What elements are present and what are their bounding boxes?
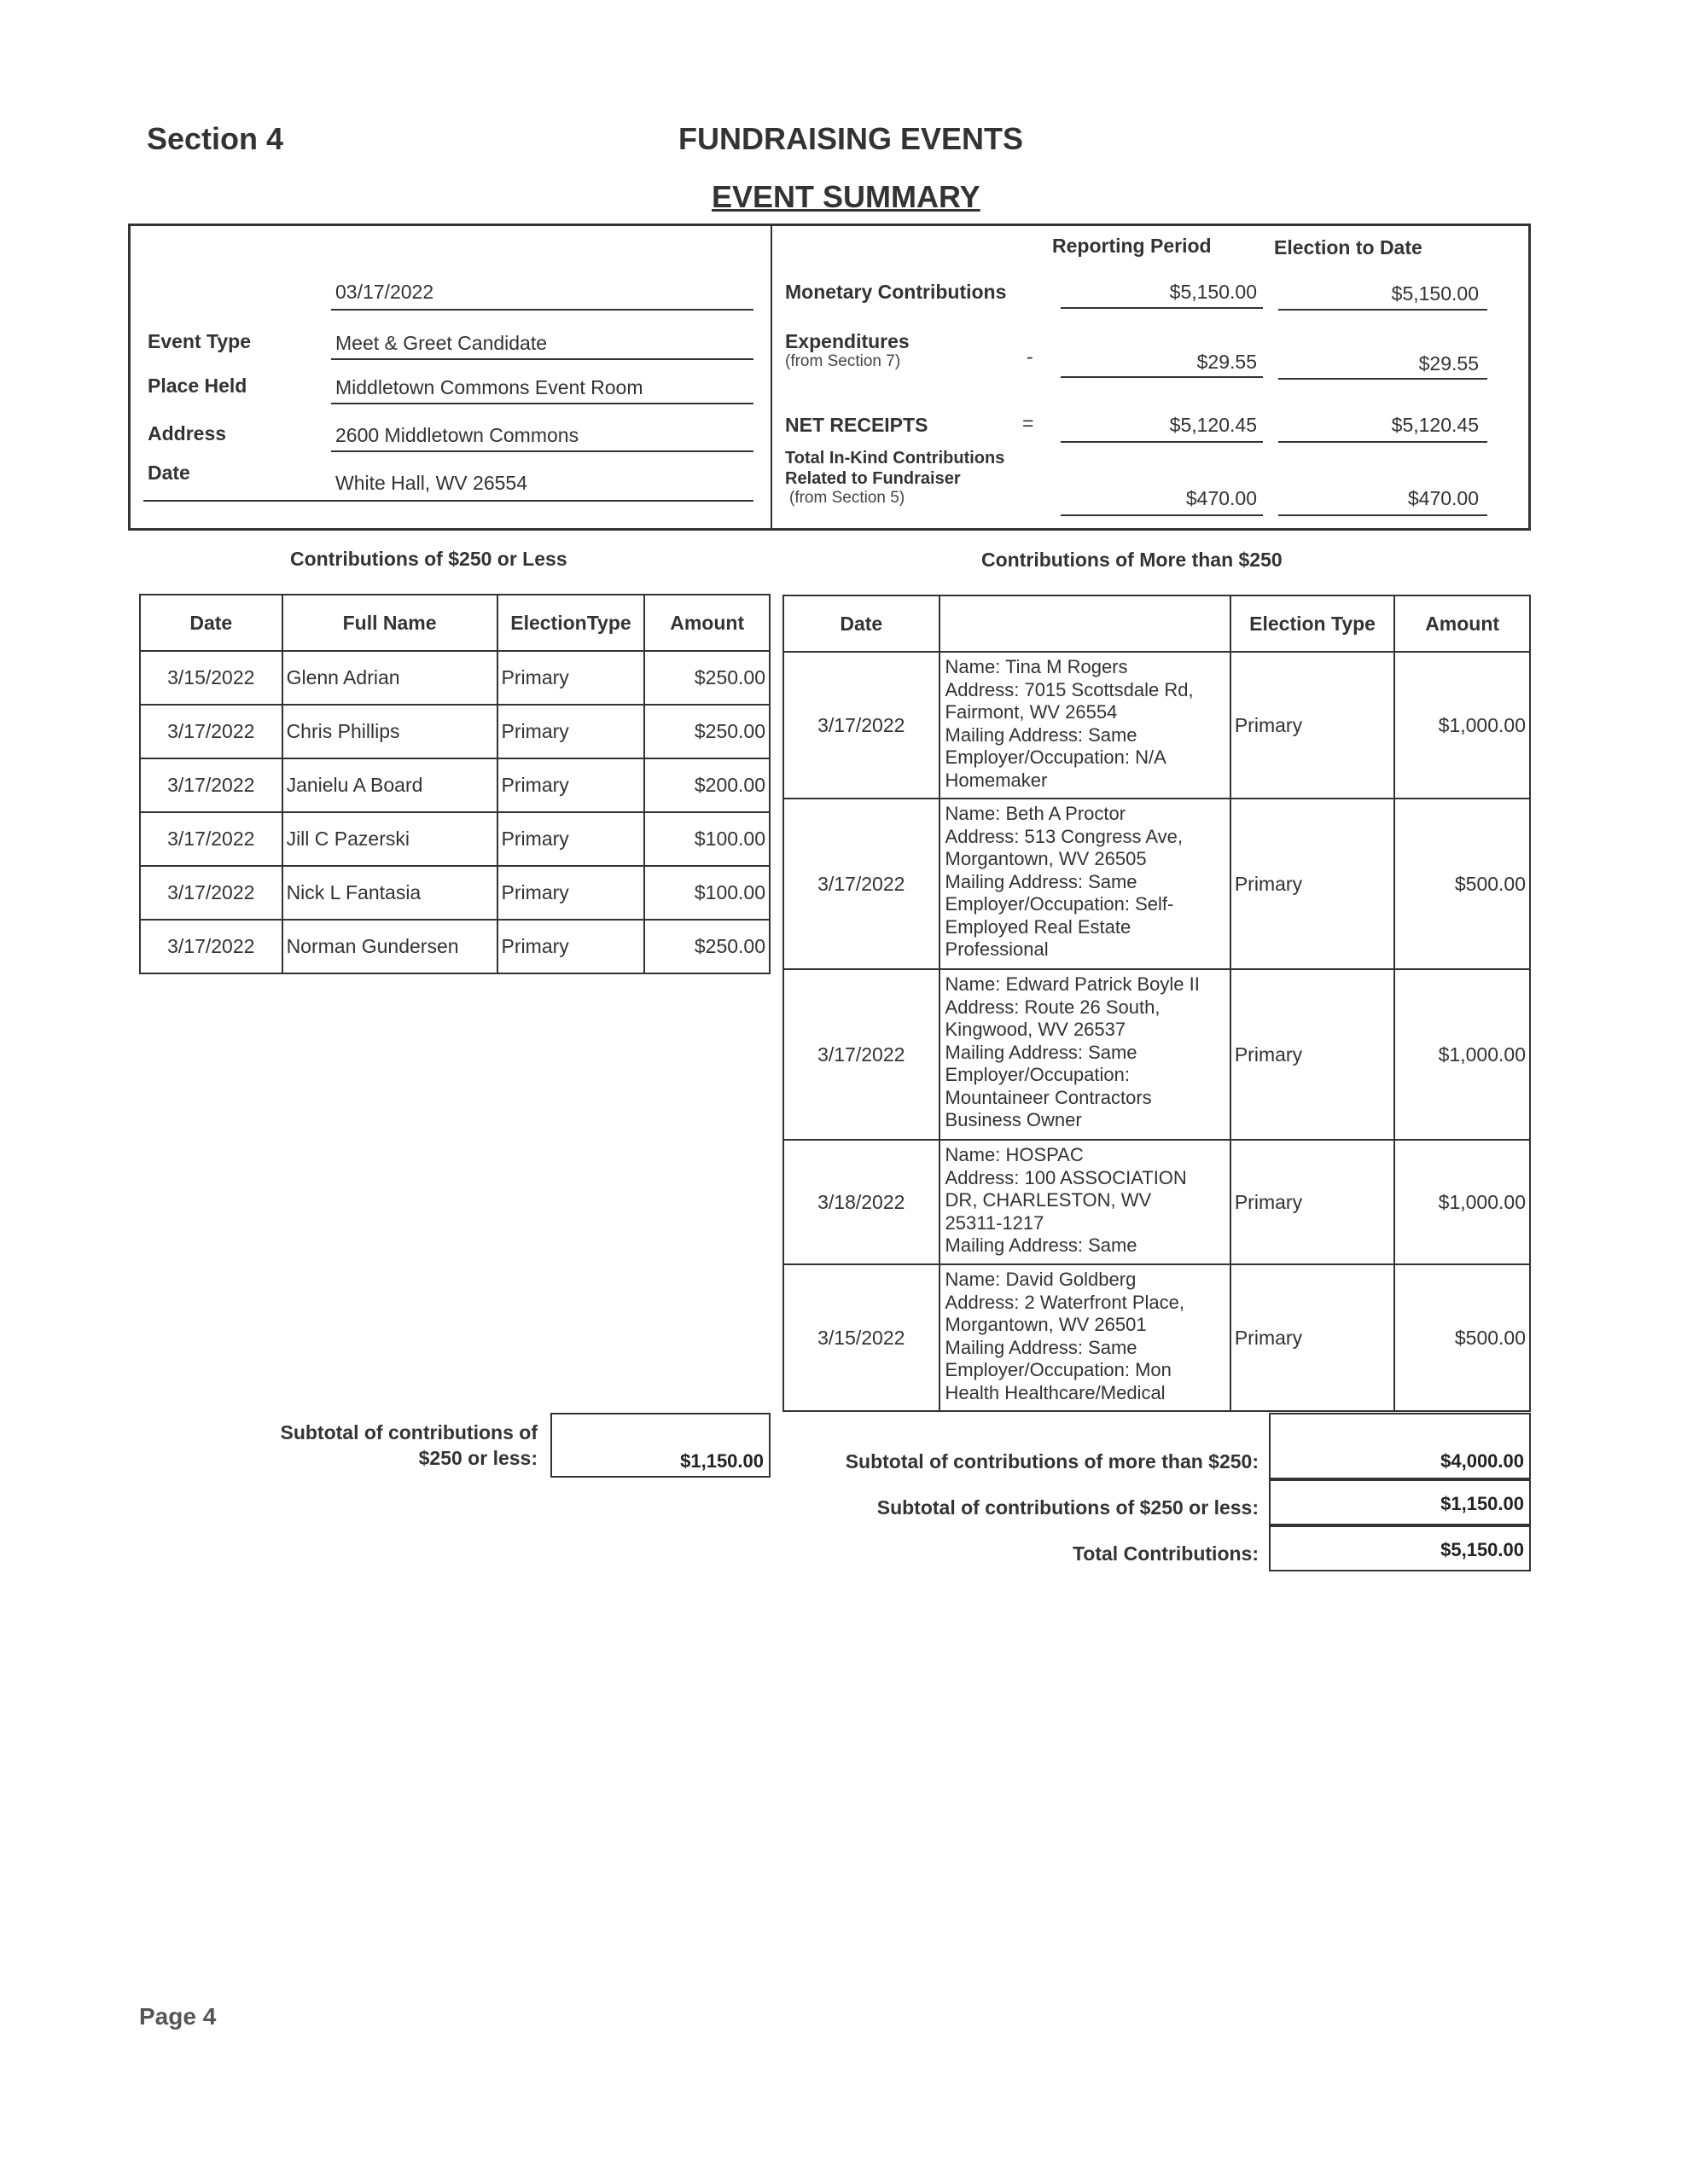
reporting-period-label: Reporting Period (1052, 235, 1212, 257)
expenditures-etd-value: $29.55 (1418, 352, 1479, 375)
col-header-amount: Amount (1394, 595, 1530, 652)
section-label: Section 4 (147, 121, 284, 156)
table-row: 3/17/2022 Name: Tina M Rogers Address: 7015 Scottsdale Rd, Fairmont, WV 26554 Mailing Address: Same Employer/Occupation: N/A Homemaker Primary $1,000.00 (783, 652, 1530, 799)
large-contrib-table (782, 595, 1531, 1412)
contributor-info: Name: Tina M Rogers Address: 7015 Scottsdale Rd, Fairmont, WV 26554 Mailing Address: Same Employer/Occupation: N/A Homemaker (939, 652, 1230, 799)
date-label: Date (148, 462, 190, 484)
table-row: 3/17/2022 Jill C Pazerski Primary $100.00 (140, 812, 770, 866)
contributor-info: Name: David Goldberg Address: 2 Waterfront Place, Morgantown, WV 26501 Mailing Address: Same Employer/Occupation: Mon Health Healthcare/Medical (939, 1264, 1230, 1411)
inkind-etd-value: $470.00 (1407, 487, 1479, 509)
election-to-date-label: Election to Date (1274, 236, 1422, 258)
expenditures-label: Expenditures (785, 330, 910, 352)
net-receipts-label: NET RECEIPTS (785, 414, 928, 436)
equals-sign: = (1022, 412, 1034, 434)
expenditures-note: (from Section 7) (785, 352, 901, 370)
col-header-amount: Amount (644, 595, 770, 651)
table-row: 3/17/2022 Name: Edward Patrick Boyle II Address: Route 26 South, Kingwood, WV 26537 Mailing Address: Same Employer/Occupation: Mountaineer Contractors Business Owner Primary $1,000.00 (783, 969, 1530, 1140)
total-contributions-value: $5,150.00 (1269, 1525, 1531, 1571)
table-row: 3/15/2022 Glenn Adrian Primary $250.00 (140, 651, 770, 705)
table-row: 3/18/2022 Name: HOSPAC Address: 100 ASSOCIATION DR, CHARLESTON, WV 25311-1217 Mailing Address: Same Primary $1,000.00 (783, 1140, 1530, 1264)
large-contrib-heading: Contributions of More than $250 (981, 549, 1283, 571)
table-row: 3/17/2022 Chris Phillips Primary $250.00 (140, 705, 770, 758)
summary-divider (771, 226, 772, 528)
table-row: 3/17/2022 Nick L Fantasia Primary $100.00 (140, 866, 770, 920)
table-row: 3/17/2022 Norman Gundersen Primary $250.00 (140, 920, 770, 973)
table-row: 3/15/2022 Name: David Goldberg Address: 2 Waterfront Place, Morgantown, WV 26501 Mailing Address: Same Employer/Occupation: Mon Health Healthcare/Medical Primary $500.00 (783, 1264, 1530, 1411)
monetary-etd-value: $5,150.00 (1391, 282, 1479, 305)
place-held-value: Middletown Commons Event Room (335, 376, 643, 398)
event-summary-box (128, 224, 1531, 531)
more-subtotal-label: Subtotal of contributions of more than $250: (845, 1450, 1259, 1472)
inkind-label-line1: Total In-Kind Contributions (785, 449, 1005, 468)
monetary-contributions-label: Monetary Contributions (785, 281, 1007, 303)
small-contrib-table (139, 594, 771, 974)
address-line1: 2600 Middletown Commons (335, 424, 579, 446)
small-subtotal-value: $1,150.00 (550, 1413, 771, 1478)
inkind-rp-value: $470.00 (1185, 487, 1257, 509)
small-subtotal-label: Subtotal of contributions of $250 or less: (280, 1421, 538, 1469)
expenditures-rp-value: $29.55 (1196, 351, 1257, 373)
net-rp-value: $5,120.45 (1169, 414, 1257, 436)
page-title: FUNDRAISING EVENTS (678, 121, 1024, 156)
contributor-info: Name: HOSPAC Address: 100 ASSOCIATION DR, CHARLESTON, WV 25311-1217 Mailing Address: Same (939, 1140, 1230, 1264)
page-subtitle: EVENT SUMMARY (712, 179, 980, 214)
inkind-label-line2: Related to Fundraiser (785, 469, 961, 488)
col-header-details (939, 595, 1230, 652)
minus-sign: - (1027, 346, 1033, 368)
contributor-info: Name: Beth A Proctor Address: 513 Congress Ave, Morgantown, WV 26505 Mailing Address: Same Employer/Occupation: Self- Employed Real Estate Professional (939, 799, 1230, 969)
less-subtotal-label: Subtotal of contributions of $250 or less: (876, 1496, 1259, 1519)
address-label: Address (148, 422, 227, 444)
col-header-election-type: Election Type (1230, 595, 1394, 652)
col-header-date: Date (783, 595, 939, 652)
place-held-label: Place Held (148, 375, 247, 397)
event-type-label: Event Type (148, 330, 251, 352)
net-etd-value: $5,120.45 (1391, 414, 1479, 436)
col-header-full-name: Full Name (282, 595, 497, 651)
more-subtotal-value: $4,000.00 (1269, 1413, 1531, 1479)
event-type-value: Meet & Greet Candidate (335, 332, 548, 354)
table-row: 3/17/2022 Name: Beth A Proctor Address: 513 Congress Ave, Morgantown, WV 26505 Mailing Address: Same Employer/Occupation: Self- Employed Real Estate Professional Primary $500.00 (783, 799, 1530, 969)
page-number: Page 4 (139, 2003, 217, 2030)
col-header-election-type: ElectionType (497, 595, 645, 651)
small-contrib-heading: Contributions of $250 or Less (290, 548, 567, 570)
monetary-rp-value: $5,150.00 (1169, 281, 1257, 303)
col-header-date: Date (140, 595, 282, 651)
less-subtotal-value: $1,150.00 (1269, 1479, 1531, 1525)
inkind-note: (from Section 5) (789, 489, 905, 507)
contributor-info: Name: Edward Patrick Boyle II Address: Route 26 South, Kingwood, WV 26537 Mailing Address: Same Employer/Occupation: Mountaineer Contractors Business Owner (939, 969, 1230, 1140)
table-row: 3/17/2022 Janielu A Board Primary $200.00 (140, 758, 770, 812)
address-line2: White Hall, WV 26554 (335, 472, 527, 494)
event-top-value: 03/17/2022 (335, 281, 434, 303)
total-contributions-label: Total Contributions: (1072, 1542, 1259, 1565)
